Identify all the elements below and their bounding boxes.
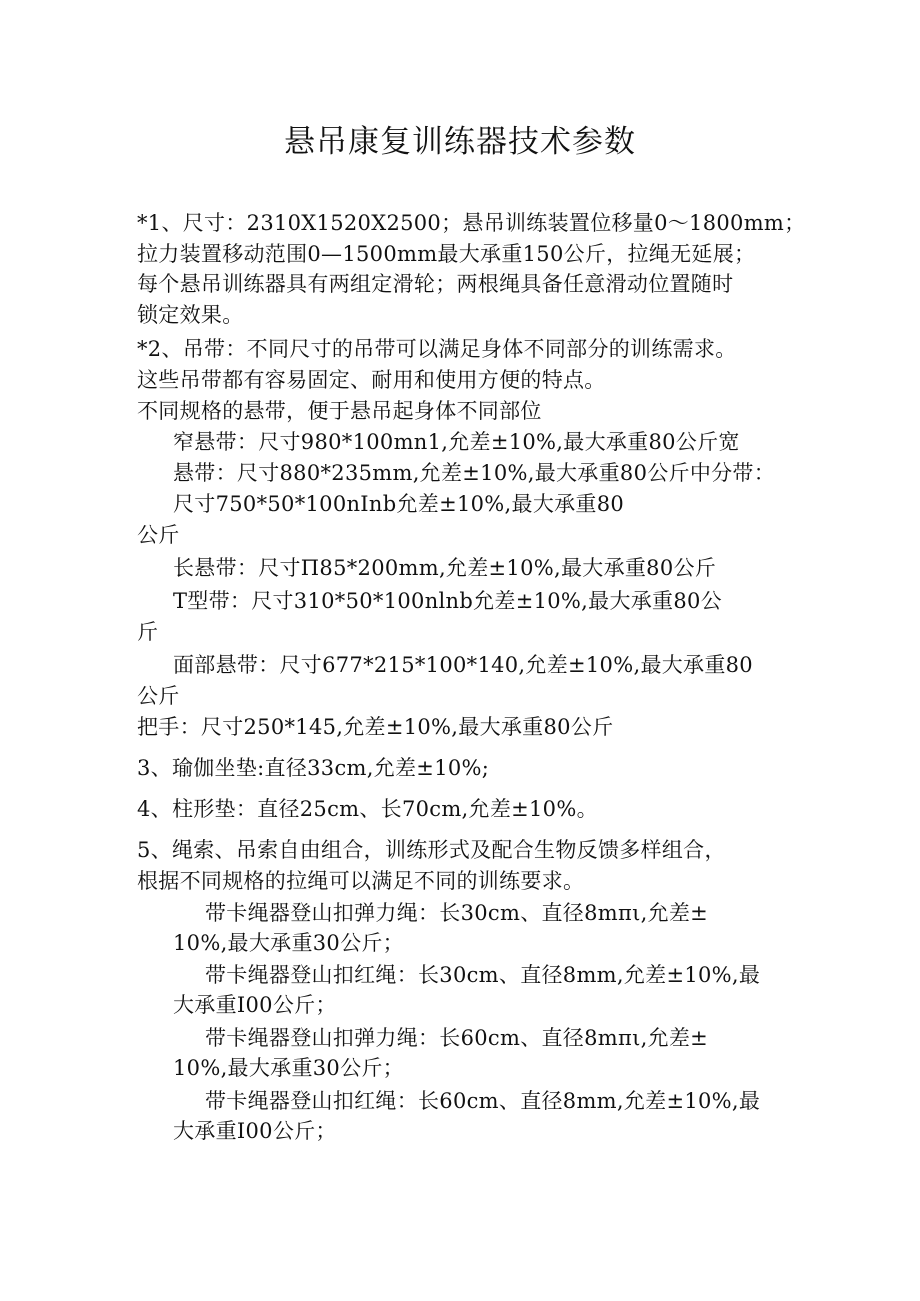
- text-line: 面部悬带：尺寸677*215*100*140,允差±10%,最大承重80: [173, 653, 753, 677]
- text-line: T型带：尺寸310*50*100nlnb允差±10%,最大承重80公: [173, 589, 722, 613]
- text-line: 3、瑜伽坐垫:直径33cm,允差±10%;: [137, 756, 490, 780]
- text-line: 带卡绳器登山扣弹力绳：长30cm、直径8mπι,允差±: [205, 901, 709, 925]
- text-line: 把手：尺寸250*145,允差±10%,最大承重80公斤: [137, 715, 614, 739]
- text-line: 锁定效果。: [137, 303, 244, 327]
- text-line: 拉力装置移动范围0—1500mm最大承重150公斤，拉绳无延展；: [137, 242, 756, 266]
- text-line: 带卡绳器登山扣弹力绳：长60cm、直径8mπι,允差±: [205, 1026, 709, 1050]
- text-line: 根据不同规格的拉绳可以满足不同的训练要求。: [137, 869, 585, 893]
- text-line: 斤: [137, 620, 159, 644]
- text-line: 长悬带：尺寸Π85*200mm,允差±10%,最大承重80公斤: [173, 556, 717, 580]
- text-line: 不同规格的悬带，便于悬吊起身体不同部位: [137, 399, 542, 423]
- text-line: 带卡绳器登山扣红绳：长60cm、直径8mm,允差±10%,最: [205, 1089, 761, 1113]
- text-line: *1、尺寸：2310X1520X2500；悬吊训练装置位移量0～1800mm；: [137, 211, 806, 235]
- page-title: 悬吊康复训练器技术参数: [284, 124, 636, 160]
- text-line: 5、绳索、吊索自由组合，训练形式及配合生物反馈多样组合，: [137, 838, 726, 862]
- text-line: 悬带：尺寸880*235mm,允差±10%,最大承重80公斤中分带：: [173, 461, 776, 485]
- text-line: *2、吊带：不同尺寸的吊带可以满足身体不同部分的训练需求。: [137, 337, 737, 361]
- text-line: 大承重I00公斤；: [173, 993, 337, 1017]
- text-line: 公斤: [137, 523, 180, 547]
- text-line: 4、柱形垫：直径25cm、长70cm,允差±10%。: [137, 797, 598, 821]
- text-line: 10%,最大承重30公斤；: [173, 1056, 404, 1080]
- text-line: 大承重I00公斤；: [173, 1119, 337, 1143]
- text-line: 尺寸750*50*100nInb允差±10%,最大承重80: [173, 492, 625, 516]
- text-line: 窄悬带：尺寸980*100mn1,允差±10%,最大承重80公斤宽: [173, 430, 740, 454]
- text-line: 公斤: [137, 684, 180, 708]
- text-line: 带卡绳器登山扣红绳：长30cm、直径8mm,允差±10%,最: [205, 963, 761, 987]
- text-line: 这些吊带都有容易固定、耐用和使用方便的特点。: [137, 368, 606, 392]
- text-line: 10%,最大承重30公斤；: [173, 931, 404, 955]
- text-line: 每个悬吊训练器具有两组定滑轮；两根绳具备任意滑动位置随时: [137, 272, 734, 296]
